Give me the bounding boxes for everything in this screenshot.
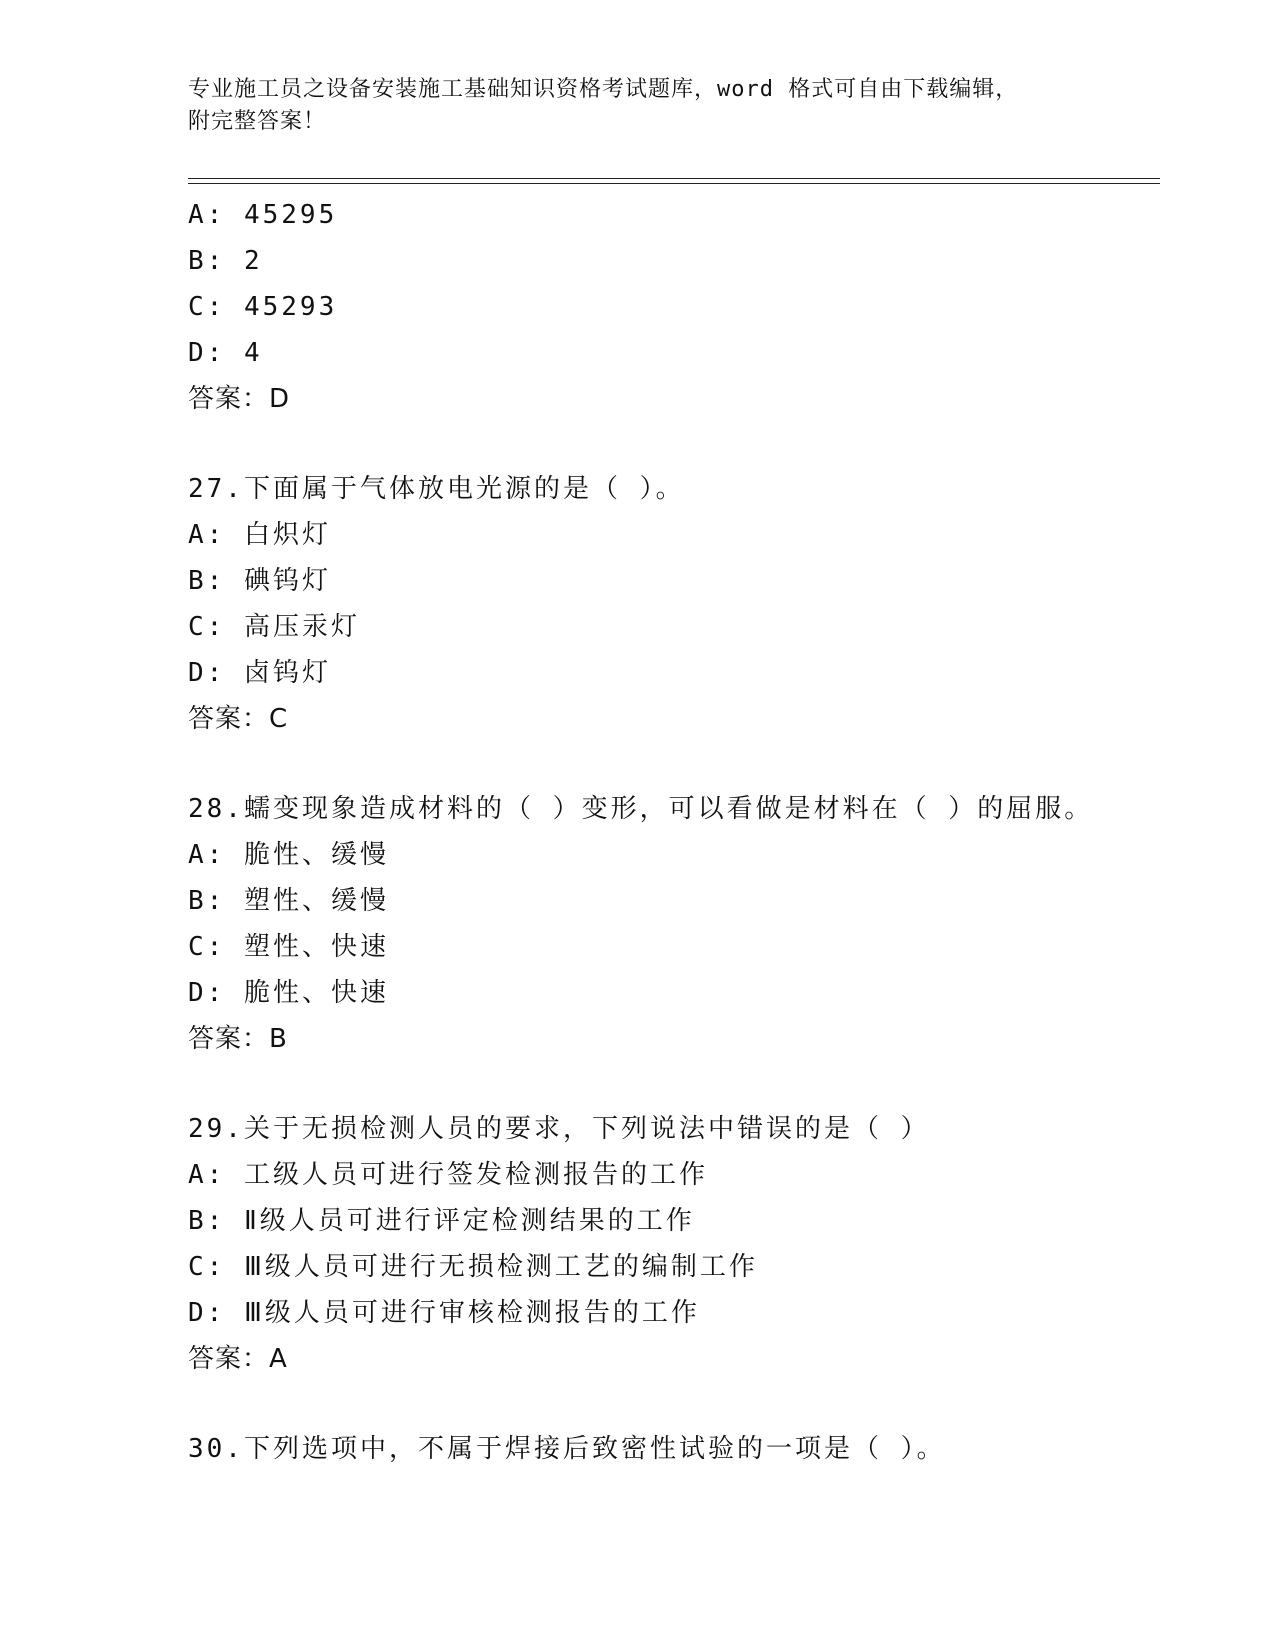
option-d: D: Ⅲ级人员可进行审核检测报告的工作	[188, 1298, 700, 1328]
question-text: 30.下列选项中，不属于焊接后致密性试验的一项是（ ）。	[188, 1434, 946, 1464]
question-text: 29.关于无损检测人员的要求，下列说法中错误的是（ ）	[188, 1114, 930, 1144]
answer-line: 答案：C	[188, 704, 289, 734]
answer-line: 答案：D	[188, 384, 291, 414]
header-divider-top	[188, 178, 1160, 179]
question-text: 27.下面属于气体放电光源的是（ ）。	[188, 474, 685, 504]
option-d: D: 卤钨灯	[188, 658, 331, 688]
option-c: C: 45293	[188, 292, 338, 322]
option-d: D: 4	[188, 338, 263, 368]
question-block-26	[188, 192, 1160, 422]
option-a: A: 脆性、缓慢	[188, 840, 389, 870]
question-block-29	[188, 1106, 1160, 1382]
option-a: A: 工级人员可进行签发检测报告的工作	[188, 1160, 708, 1190]
question-text: 28.蠕变现象造成材料的（ ）变形，可以看做是材料在（ ）的屈服。	[188, 794, 1094, 824]
option-a: A: 白炽灯	[188, 520, 331, 550]
header-divider-bottom	[188, 183, 1160, 184]
option-b: B: 塑性、缓慢	[188, 886, 389, 916]
option-c: C: Ⅲ级人员可进行无损检测工艺的编制工作	[188, 1252, 758, 1282]
question-block-28	[188, 786, 1160, 1062]
question-block-30	[188, 1426, 1160, 1472]
option-d: D: 脆性、快速	[188, 978, 389, 1008]
header-line-1: 专业施工员之设备安装施工基础知识资格考试题库，word 格式可自由下载编辑，	[188, 77, 1019, 102]
answer-line: 答案：B	[188, 1024, 288, 1054]
option-c: C: 高压汞灯	[188, 612, 360, 642]
question-block-27	[188, 466, 1160, 742]
option-b: B: 碘钨灯	[188, 566, 331, 596]
option-b: B: Ⅱ级人员可进行评定检测结果的工作	[188, 1206, 695, 1236]
document-header	[188, 74, 1088, 138]
answer-line: 答案：A	[188, 1344, 288, 1374]
option-b: B: 2	[188, 246, 263, 276]
header-line-2: 附完整答案！	[188, 109, 327, 134]
option-c: C: 塑性、快速	[188, 932, 389, 962]
question-list	[188, 192, 1160, 1472]
option-a: A: 45295	[188, 200, 338, 230]
